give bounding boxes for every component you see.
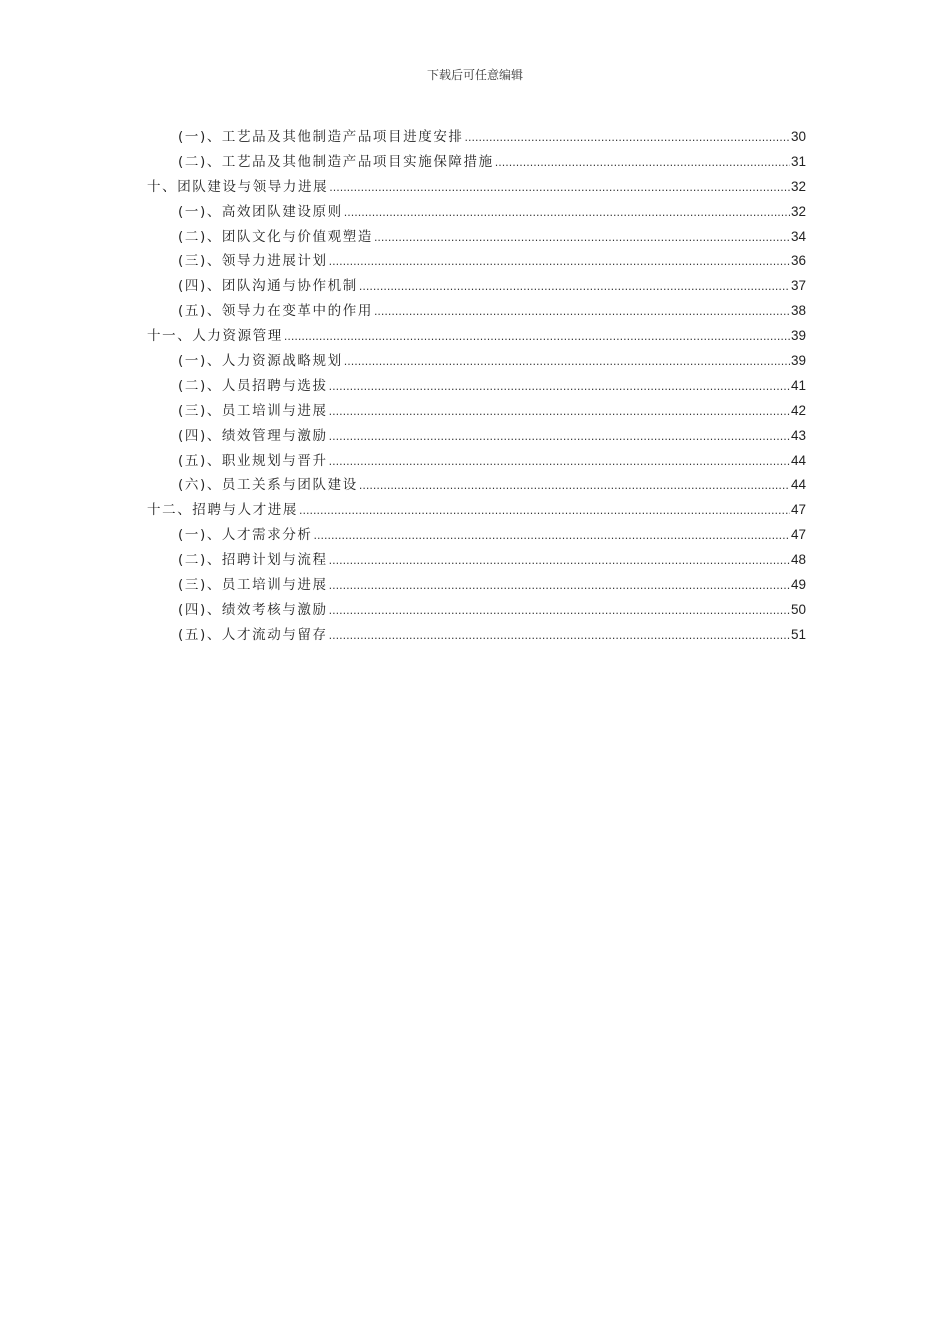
page-header: 下载后可任意编辑 [426, 68, 523, 82]
toc-entry-title: (一)、高效团队建设原则 [178, 203, 343, 220]
toc-entry-title: (二)、招聘计划与流程 [178, 552, 328, 569]
toc-entry-title: (一)、人力资源战略规划 [178, 353, 343, 370]
toc-entry[interactable] [147, 498, 806, 523]
toc-entry-title: 十、团队建设与领导力进展 [147, 178, 329, 195]
toc-entry-page-number: 47 [790, 527, 806, 543]
toc-entry-page-number: 36 [790, 253, 806, 269]
toc-entry-page-number: 43 [790, 427, 806, 443]
toc-entry-title: (三)、员工培训与进展 [178, 402, 328, 419]
toc-entry[interactable] [147, 623, 806, 648]
toc-entry-page-number: 39 [790, 353, 806, 369]
toc-entry-page-number: 30 [790, 129, 806, 144]
toc-entry[interactable] [147, 523, 806, 548]
toc-entry-page-number: 32 [790, 178, 806, 194]
table-of-contents [147, 125, 806, 648]
toc-dot-leader [329, 449, 790, 475]
toc-entry-title: (五)、领导力在变革中的作用 [178, 303, 373, 320]
toc-entry[interactable] [147, 225, 806, 250]
toc-entry-title: (五)、职业规划与晋升 [178, 452, 328, 469]
toc-dot-leader [359, 473, 790, 499]
toc-entry[interactable] [147, 374, 806, 399]
toc-entry[interactable] [147, 175, 806, 200]
toc-entry-page-number: 34 [790, 228, 806, 244]
toc-dot-leader [314, 523, 790, 549]
toc-entry-page-number: 31 [790, 153, 806, 169]
toc-entry-title: (六)、员工关系与团队建设 [178, 477, 358, 494]
toc-entry-page-number: 32 [790, 203, 806, 219]
toc-dot-leader [374, 225, 790, 251]
toc-entry[interactable] [147, 324, 806, 349]
toc-entry-title: (四)、绩效考核与激励 [178, 601, 328, 618]
toc-entry-page-number: 48 [790, 552, 806, 568]
toc-entry-page-number: 49 [790, 577, 806, 593]
toc-entry[interactable] [147, 150, 806, 175]
toc-entry[interactable] [147, 399, 806, 424]
toc-entry[interactable] [147, 200, 806, 225]
toc-entry-page-number: 44 [790, 477, 806, 493]
toc-entry-title: (二)、人员招聘与选拔 [178, 377, 328, 394]
toc-dot-leader [359, 274, 790, 300]
toc-entry-title: (五)、人才流动与留存 [178, 626, 328, 643]
toc-entry[interactable] [147, 349, 806, 374]
toc-entry[interactable] [147, 598, 806, 623]
toc-entry-page-number: 44 [790, 452, 806, 468]
toc-entry-page-number: 51 [790, 626, 806, 642]
toc-entry-title: (三)、领导力进展计划 [178, 253, 328, 270]
toc-entry[interactable] [147, 548, 806, 573]
toc-entry[interactable] [147, 125, 806, 150]
toc-entry[interactable] [147, 573, 806, 598]
toc-entry-title: (二)、工艺品及其他制造产品项目实施保障措施 [178, 153, 494, 170]
toc-dot-leader [329, 573, 790, 599]
toc-dot-leader [344, 200, 790, 226]
toc-entry-title: (二)、团队文化与价值观塑造 [178, 228, 373, 245]
toc-entry[interactable] [147, 274, 806, 299]
toc-dot-leader [329, 548, 790, 574]
toc-dot-leader [465, 125, 790, 151]
toc-entry[interactable] [147, 449, 806, 474]
toc-dot-leader [344, 349, 790, 375]
toc-dot-leader [329, 424, 790, 450]
toc-dot-leader [329, 249, 790, 275]
toc-entry[interactable] [147, 424, 806, 449]
toc-entry[interactable] [147, 249, 806, 274]
toc-entry-page-number: 50 [790, 601, 806, 617]
toc-entry-title: (四)、绩效管理与激励 [178, 427, 328, 444]
toc-dot-leader [374, 299, 790, 325]
toc-entry-page-number: 38 [790, 303, 806, 319]
toc-entry-title: (一)、人才需求分析 [178, 527, 313, 544]
toc-entry-page-number: 47 [790, 502, 806, 518]
toc-entry-title: 十二、招聘与人才进展 [147, 502, 298, 519]
toc-dot-leader [329, 374, 790, 400]
toc-dot-leader [329, 598, 790, 624]
toc-dot-leader [329, 175, 790, 201]
toc-entry[interactable] [147, 299, 806, 324]
toc-dot-leader [329, 399, 790, 425]
toc-entry-title: (三)、员工培训与进展 [178, 577, 328, 594]
toc-entry[interactable] [147, 473, 806, 498]
toc-dot-leader [284, 324, 790, 350]
toc-dot-leader [329, 623, 790, 649]
toc-entry-title: 十一、人力资源管理 [147, 328, 283, 345]
toc-entry-page-number: 39 [790, 328, 806, 344]
toc-dot-leader [299, 498, 790, 524]
toc-entry-page-number: 37 [790, 278, 806, 294]
toc-entry-page-number: 41 [790, 377, 806, 393]
toc-entry-title: (四)、团队沟通与协作机制 [178, 278, 358, 295]
toc-entry-page-number: 42 [790, 402, 806, 418]
toc-entry-title: (一)、工艺品及其他制造产品项目进度安排 [178, 129, 464, 145]
toc-dot-leader [495, 150, 790, 176]
